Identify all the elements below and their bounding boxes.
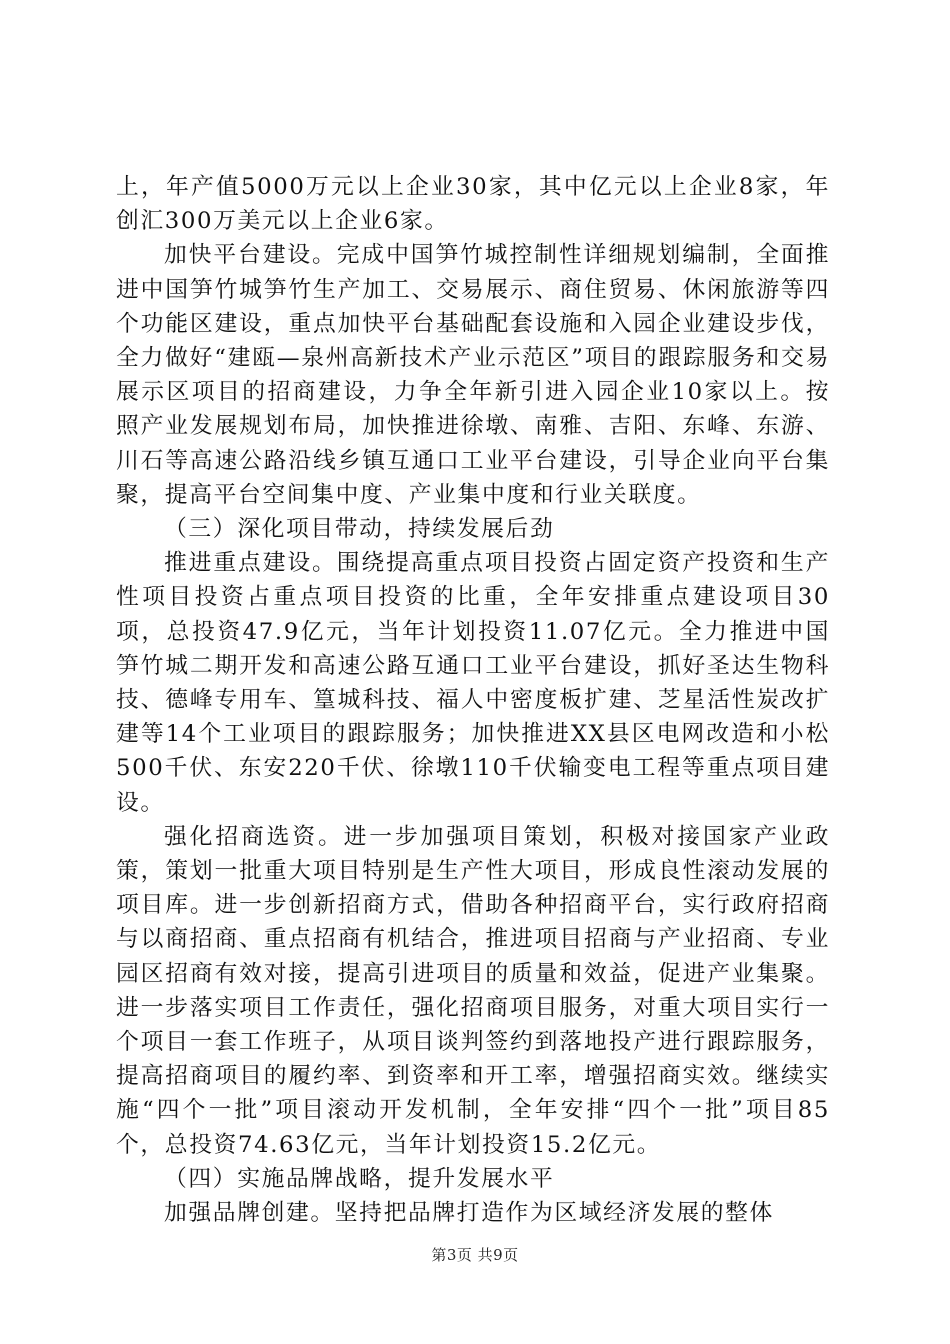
paragraph-key-construction: 推进重点建设。围绕提高重点项目投资占固定资产投资和生产性项目投资占重点项目投资的比重，全年安排重点建设项目30项，总投资47.9亿元，当年计划投资11.07亿元。全力推进中国笋竹城二期开发和高速公路互通口工业平台建设，抓好圣达生物科技、德峰专用车、篁城科技、福人中密度板扩建、芝星活性炭改扩建等14个工业项目的跟踪服务；加快推进XX县区电网改造和小松500千伏、东安220千伏、徐墩110千伏输变电工程等重点项目建设。: [116, 550, 830, 816]
document-body: [116, 170, 830, 1230]
page-number-footer: 第3页 共9页: [431, 1246, 519, 1264]
paragraph-continuation: 上，年产值5000万元以上企业30家，其中亿元以上企业8家，年创汇300万美元以上企业6家。: [116, 174, 830, 235]
section-heading-3: （三）深化项目带动，持续发展后劲: [164, 516, 555, 543]
section-heading-4: （四）实施品牌战略，提升发展水平: [164, 1165, 555, 1192]
paragraph-platform-construction: 加快平台建设。完成中国笋竹城控制性详细规划编制，全面推进中国笋竹城笋竹生产加工、交易展示、商住贸易、休闲旅游等四个功能区建设，重点加快平台基础配套设施和入园企业建设步伐，全力做好“建瓯—泉州高新技术产业示范区”项目的跟踪服务和交易展示区项目的招商建设，力争全年新引进入园企业10家以上。按照产业发展规划布局，加快推进徐墩、南雅、吉阳、东峰、东游、川石等高速公路沿线乡镇互通口工业平台建设，引导企业向平台集聚，提高平台空间集中度、产业集中度和行业关联度。: [116, 242, 830, 508]
paragraph-investment-attraction: 强化招商选资。进一步加强项目策划，积极对接国家产业政策，策划一批重大项目特别是生产性大项目，形成良性滚动发展的项目库。进一步创新招商方式，借助各种招商平台，实行政府招商与以商招商、重点招商有机结合，推进项目招商与产业招商、专业园区招商有效对接，提高引进项目的质量和效益，促进产业集聚。进一步落实项目工作责任，强化招商项目服务，对重大项目实行一个项目一套工作班子，从项目谈判签约到落地投产进行跟踪服务，提高招商项目的履约率、到资率和开工率，增强招商实效。继续实施“四个一批”项目滚动开发机制，全年安排“四个一批”项目85个，总投资74.63亿元，当年计划投资15.2亿元。: [116, 823, 830, 1158]
paragraph-brand-building: 加强品牌创建。坚持把品牌打造作为区域经济发展的整体: [164, 1200, 774, 1227]
